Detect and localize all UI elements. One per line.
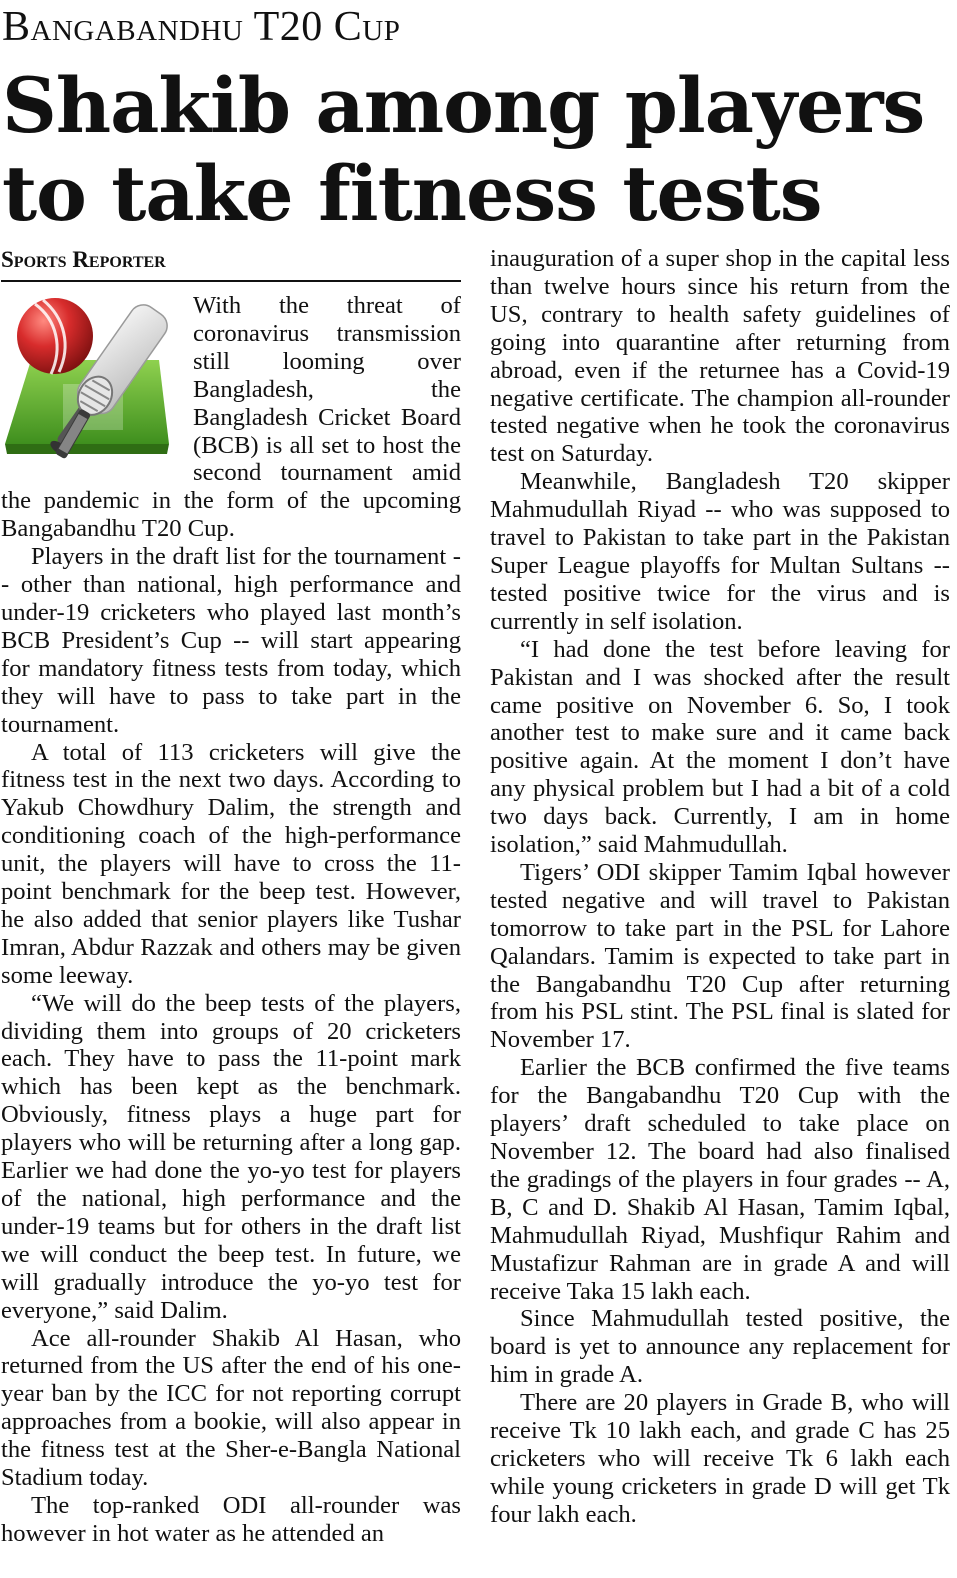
cricket-bat-ball-icon xyxy=(1,292,185,472)
paragraph-11: Since Mahmudullah tested positive, the board is yet to announce any replacement for him in grade A. xyxy=(490,1305,950,1389)
paragraph-6-continued: inauguration of a super shop in the capital less than twelve hours since his return from the US, contrary to health safety guidelines of going into quarantine after returning from abroad, even if the returnee has a Covid-19 negative certificate. The champion all-rounder tested negative when he took the coronavirus test on Saturday. xyxy=(490,245,950,468)
paragraph-2: Players in the draft list for the tournament -- other than national, high performance and under-19 cricketers who played last month’s BCB President’s Cup -- will start appearing for mandatory fitness tests from today, which they will have to pass to take part in the tournament. xyxy=(1,543,461,738)
byline: Sports Reporter xyxy=(1,244,461,282)
article-kicker: Bangabandhu T20 Cup xyxy=(2,4,401,50)
paragraph-10: Earlier the BCB confirmed the five teams for the Bangabandhu T20 Cup with the players’ draft scheduled to take place on November 12. The board had also finalised the gradings of the players in four grades -- A, B, C and D. Shakib Al Hasan, Tamim Iqbal, Mahmudullah Riyad, Mushfiqur Rahim and Mustafizur Rahman are in grade A and will receive Taka 15 lakh each. xyxy=(490,1054,950,1305)
paragraph-8: “I had done the test before leaving for Pakistan and I was shocked after the result came positive on November 6. So, I took another test to make sure and it came back positive again. At the moment I don’t have any physical problem but I had a bit of a cold two days back. Currently, I am in home isolation,” said Mahmudullah. xyxy=(490,635,950,859)
article-column-right xyxy=(490,245,950,1529)
paragraph-4: “We will do the beep tests of the players, dividing them into groups of 20 cricketers each. They have to pass the 11-point mark which has been kept as the benchmark. Obviously, fitness plays a huge part for players who will be returning after a long gap. Earlier we had done the yo-yo test for players of the national, high performance and the under-19 teams but for others in the draft list we will conduct the beep test. In future, we will gradually introduce the yo-yo test for everyone,” said Dalim. xyxy=(1,989,461,1324)
article-headline: Shakib among players to take fitness tests xyxy=(2,61,925,238)
paragraph-3: A total of 113 cricketers will give the fitness test in the next two days. According to Yakub Chowdhury Dalim, the strength and conditioning coach of the high-performance unit, the players will have to cross the 11-point benchmark for the beep test. However, he also added that senior players like Tushar Imran, Abdur Razzak and others may be given some leeway. xyxy=(1,738,461,989)
paragraph-7: Meanwhile, Bangladesh T20 skipper Mahmudullah Riyad -- who was supposed to travel to Pakistan to take part in the Pakistan Super League playoffs for Multan Sultans -- tested positive twice for the virus and is currently in self isolation. xyxy=(490,468,950,635)
cricket-illustration-icon xyxy=(1,292,185,472)
paragraph-1: With the threat of coronavirus transmission still looming over Bangladesh, the Bangladesh Cricket Board (BCB) is all set to host the second tournament amid the pandemic in the form of the upcoming Bangabandhu T20 Cup. xyxy=(1,292,461,543)
article-column-left xyxy=(1,244,461,1548)
paragraph-9: Tigers’ ODI skipper Tamim Iqbal however tested negative and will travel to Pakistan tomorrow to take part in the PSL for Lahore Qalandars. Tamim is expected to take part in the Bangabandhu T20 Cup after returning from his PSL stint. The PSL final is slated for November 17. xyxy=(490,858,950,1054)
paragraph-5: Ace all-rounder Shakib Al Hasan, who returned from the US after the end of his one-year ban by the ICC for not reporting corrupt approaches from a bookie, will also appear in the fitness test at the Sher-e-Bangla National Stadium today. xyxy=(1,1324,461,1492)
paragraph-12: There are 20 players in Grade B, who will receive Tk 10 lakh each, and grade C has 25 cricketers who will receive Tk 6 lakh each while young cricketers in grade D will get Tk four lakh each. xyxy=(490,1389,950,1528)
paragraph-6: The top-ranked ODI all-rounder was however in hot water as he attended an xyxy=(1,1491,461,1547)
